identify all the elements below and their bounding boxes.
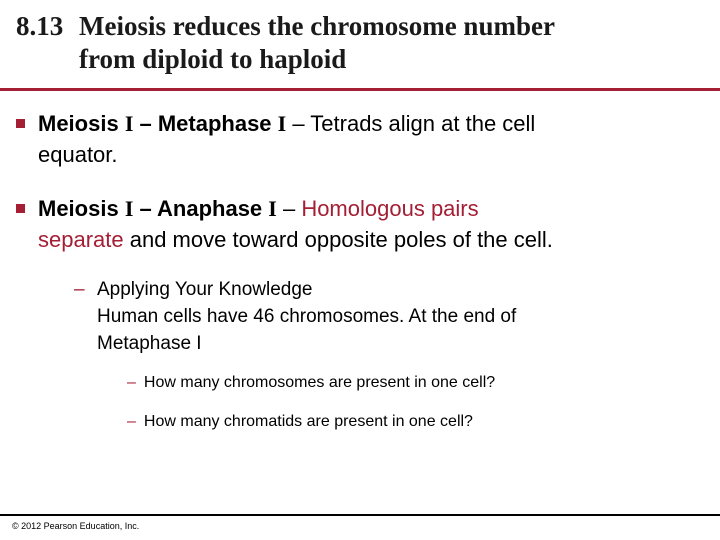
bullet-1-part-4: equator. <box>38 142 118 167</box>
square-bullet-icon <box>16 119 25 128</box>
bullet-anaphase <box>16 193 706 255</box>
bullet-metaphase <box>16 108 706 170</box>
bullet-1-part-1: Meiosis <box>38 111 125 136</box>
sub-bullet-dash: – <box>74 279 85 300</box>
bullet-2-highlight-2: separate <box>38 227 124 252</box>
question-1-text: How many chromosomes are present in one cell? <box>143 374 496 391</box>
slide-title <box>16 10 555 76</box>
bullet-1-part-3: – Tetrads align at the cell <box>286 111 536 136</box>
title-divider <box>0 88 720 91</box>
title-line-1: Meiosis reduces the chromosome number <box>79 11 555 41</box>
bullet-1-part-2: – Metaphase <box>133 111 278 136</box>
bullet-2-roman-2: I <box>268 196 277 221</box>
bullet-metaphase-text <box>16 108 706 170</box>
question-2 <box>127 411 473 433</box>
copyright-footer: © 2012 Pearson Education, Inc. <box>12 521 140 531</box>
bullet-2-highlight-1: Homologous pairs <box>301 196 479 221</box>
bullet-2-part-1: Meiosis <box>38 196 125 221</box>
question-2-text: How many chromatids are present in one cell? <box>143 413 473 430</box>
sub-bullet-line-2: Human cells have 46 chromosomes. At the end of <box>97 306 517 327</box>
bullet-1-roman-1: I <box>124 111 134 136</box>
footer-divider <box>0 514 720 516</box>
bullet-anaphase-text <box>16 193 706 255</box>
bullet-2-part-3: – <box>276 196 302 221</box>
sub-bullet-line-3: Metaphase I <box>97 333 202 354</box>
bullet-2-part-2: – Anaphase <box>133 196 269 221</box>
question-2-dash: – <box>127 413 136 430</box>
bullet-2-roman-1: I <box>124 196 134 221</box>
title-line-2: from diploid to haploid <box>79 44 347 74</box>
square-bullet-icon <box>16 204 25 213</box>
sub-bullet-line-1: Applying Your Knowledge <box>97 279 313 300</box>
question-1-dash: – <box>127 374 136 391</box>
section-number: 8.13 <box>16 11 64 41</box>
question-1 <box>127 372 495 394</box>
bullet-1-roman-2: I <box>277 111 287 136</box>
sub-bullet-applying-knowledge <box>74 276 694 357</box>
bullet-2-part-4: and move toward opposite poles of the cell. <box>123 227 553 252</box>
